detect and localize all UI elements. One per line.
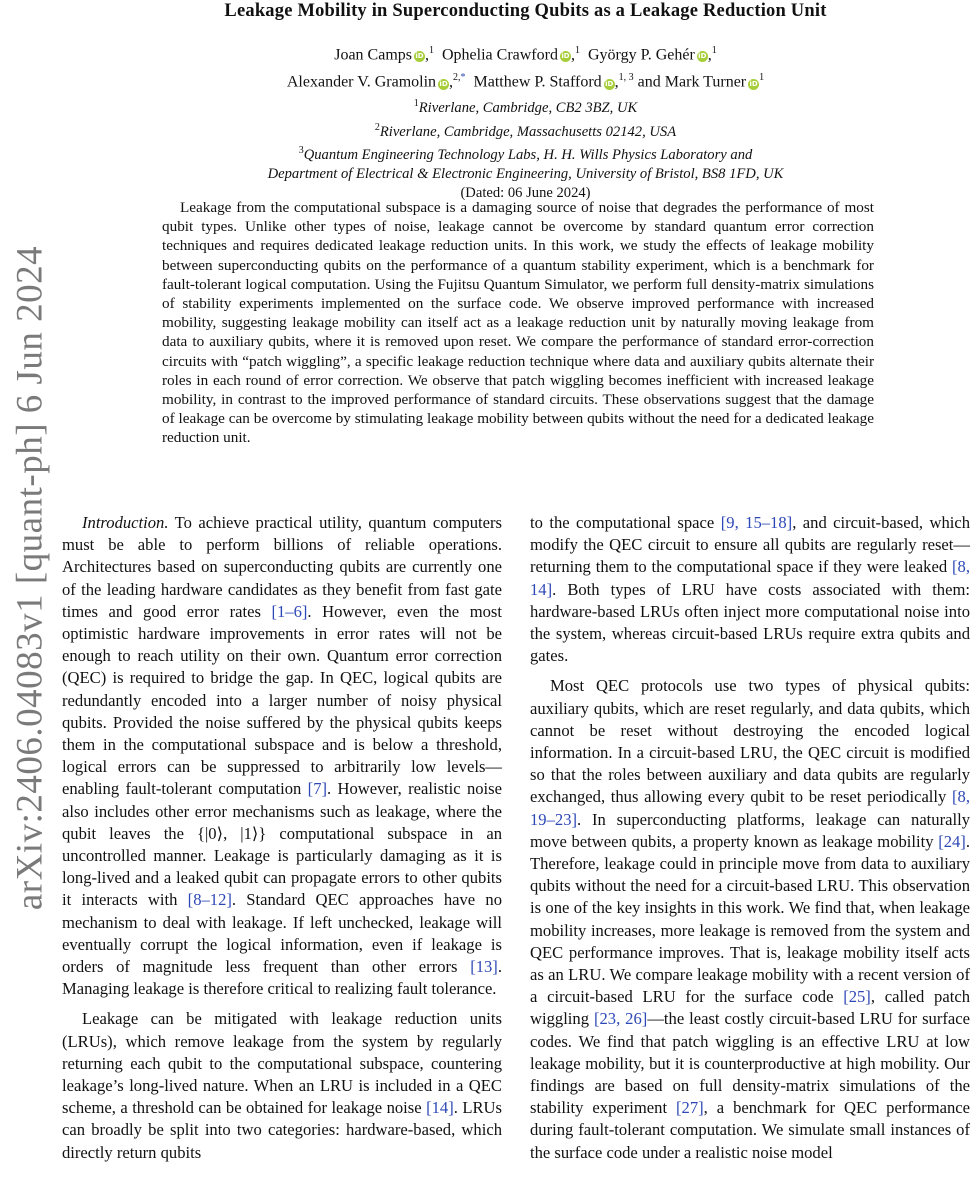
body-text: —the least costly circuit-based LRU for surface codes. We find that patch wiggling is an effective LRU at low leakage mobility, but it is counterproductive at high mobility. Our findings are based on full density-matrix simulations of the stability experiment [530, 1009, 971, 1118]
paragraph [62, 512, 502, 1000]
affiliation [80, 141, 971, 165]
abstract: Leakage from the computational subspace is a damaging source of noise that degrades the performance of most qubit types. Unlike other types of noise, leakage cannot be overcome by standard quantum error correction techniques and requires dedicated leakage reduction units. In this work, we study the effects of leakage mobility between superconducting qubits on the performance of a quantum stability experiment, which is a benchmark for fault-tolerant logical computation. Using the Fujitsu Quantum Simulator, we perform full density-matrix simulations of stability experiments implemented on the surface code. We observe improved performance with increased mobility, suggesting leakage mobility can itself act as a leakage reduction unit by naturally moving leakage from data to auxiliary qubits, where it is removed upon reset. We compare the performance of standard error-correction circuits with “patch wiggling”, a specific leakage reduction technique where data and auxiliary qubits alternate their roles in each round of error correction. We observe that patch wiggling becomes inefficient with increased leakage mobility, in contrast to the improved performance of standard circuits. These observations suggest that the damage of leakage can be overcome by stimulating leakage mobility between qubits without the need for a dedicated leakage reduction unit. [162, 199, 874, 447]
citation-link[interactable]: [24] [938, 831, 966, 851]
orcid-icon[interactable]: iD [415, 52, 424, 61]
orcid-icon[interactable]: iD [749, 79, 758, 88]
paper-title: Leakage Mobility in Superconducting Qubits as a Leakage Reduction Unit [224, 1, 827, 21]
author-name: Matthew P. Stafford [473, 73, 602, 91]
author-list: Joan Camps iD,$^1$ Ophelia Crawford iD,$^1$ György P. Gehér iD,$^1$ Alexander V. Gramolin iD,$^{2,*}$ Matthew P. Stafford iD,$^{1, 3}$ and Mark Turner $iD^1$ [286, 45, 765, 91]
section-heading: Introduction. [82, 513, 169, 532]
body-text: . Managing leakage is therefore critical to realizing fault tolerance. [62, 957, 502, 999]
citation-link[interactable]: [1–6] [271, 601, 308, 621]
right-column [530, 512, 970, 1172]
author-name: Alexander V. Gramolin [286, 73, 437, 91]
citation-link[interactable]: [25] [843, 987, 871, 1007]
author-and: and [637, 73, 661, 91]
orcid-icon[interactable]: iD [561, 52, 570, 61]
author-name: Joan Camps [334, 46, 412, 64]
body-text: Leakage can be mitigated with leakage reduction units (LRUs), which remove leakage from the system by regularly returning each qubit to the computational subspace, countering leakage’s long-lived nature. When an LRU is included in a QEC scheme, a threshold can be obtained for leakage noise [62, 1009, 502, 1118]
orcid-icon[interactable]: iD [698, 52, 707, 61]
citation-link[interactable]: [14] [426, 1098, 454, 1118]
author-affiliation-mark: 1 [711, 45, 717, 56]
date-line: (Dated: 06 June 2024) [460, 185, 591, 202]
body-text: . In superconducting platforms, leakage can naturally move between qubits, a property known as leakage mobility [530, 809, 970, 851]
affiliation [80, 94, 971, 118]
paper-header [80, 0, 971, 203]
affiliation-mark: 3 [298, 145, 304, 157]
author-affiliation-mark: 1 [574, 45, 580, 56]
affiliation [80, 118, 971, 142]
body-text: . Both types of LRU have costs associated with them: hardware-based LRUs often inject more computational noise into the system, whereas circuit-based LRUs require extra qubits and gates. [530, 579, 970, 666]
citation-link[interactable]: [13] [470, 957, 498, 977]
body-text: to the computational space [530, 513, 715, 532]
author-affiliation-mark: 1, 3 [618, 72, 634, 84]
affiliation-text: Quantum Engineering Technology Labs, H. H. Wills Physics Laboratory and [303, 147, 753, 164]
arxiv-sidebar [2, 0, 58, 1200]
corresponding-author-link[interactable]: * [460, 72, 466, 84]
body-text: To achieve practical utility, quantum computers must be able to perform billions of reliable operations. Architectures based on superconducting qubits are currently one of the leading hardware candidates as they benefit from fast gate times and good error rates [62, 513, 502, 621]
citation-link[interactable]: [8, 19–23] [530, 787, 970, 829]
body-text: . However, realistic noise also includes other error mechanisms such as leakage, where the qubit leaves the {|0⟩, |1⟩} computational subspace in an uncontrolled manner. Leakage is particularly damaging as it is long-lived and a leaked qubit can propagate errors to other qubits it interacts with [62, 779, 502, 910]
author-affiliation-mark: 2, [453, 72, 461, 84]
citation-link[interactable]: [8–12] [187, 890, 232, 910]
orcid-icon[interactable]: iD [439, 79, 448, 88]
orcid-icon[interactable]: iD [605, 79, 614, 88]
author-name: György P. Gehér [587, 46, 695, 64]
citation-link[interactable]: [7] [307, 779, 328, 799]
body-text: . LRUs can broadly be split into two categories: hardware-based, which directly return qubits [62, 1098, 502, 1162]
paragraph [530, 675, 970, 1163]
citation-link[interactable]: [9, 15–18] [720, 513, 793, 532]
affiliation-text: Riverlane, Cambridge, CB2 3BZ, UK [418, 99, 638, 116]
affiliation-continued: Department of Electrical & Electronic Engineering, University of Bristol, BS8 1FD, UK [267, 166, 784, 183]
arxiv-identifier: arXiv:2406.04083v1 [quant-ph] 6 Jun 2024 [9, 245, 51, 911]
citation-link[interactable]: [27] [676, 1098, 704, 1118]
body-text: , called patch wiggling [530, 987, 970, 1029]
body-text: , a benchmark for QEC performance during fault-tolerant computation. We simulate small instances of the surface code under a realistic noise model [530, 1098, 970, 1162]
author-name: Mark Turner [664, 73, 747, 91]
left-column [62, 512, 502, 1172]
author-affiliation-mark: 1 [759, 72, 765, 84]
author-affiliation-mark: 1 [429, 45, 434, 56]
affiliation-mark: 1 [413, 97, 419, 109]
paragraph [62, 1008, 502, 1163]
body-text: . However, even the most optimistic hardware improvements in error rates will not be enough to reach utility on their own. Quantum error correction (QEC) is required to bridge the gap. In QEC, logical qubits are redundantly encoded into a larger number of noisy physical qubits. Provided the noise suffered by the physical qubits keeps them in the computational subspace and is below a threshold, logical errors can be suppressed to arbitrarily low levels—enabling fault-tolerant computation [62, 601, 502, 799]
citation-link[interactable]: [23, 26] [593, 1009, 648, 1029]
body-text: , and circuit-based, which modify the QEC circuit to ensure all qubits are regularly reset—returning them to the computational space if they were leaked [530, 513, 971, 577]
body-text: . Standard QEC approaches have no mechanism to deal with leakage. If left unchecked, leakage will eventually corrupt the logical information, even if leakage is orders of magnitude less frequent than other errors [62, 890, 502, 977]
affiliation-text: Riverlane, Cambridge, Massachusetts 02142, USA [379, 123, 677, 140]
body-text: Most QEC protocols use two types of physical qubits: auxiliary qubits, which are reset regularly, and data qubits, which cannot be reset without destroying the encoded logical information. In a circuit-based LRU, the QEC circuit is modified so that the roles between auxiliary and data qubits are regularly exchanged, thus allowing every qubit to be reset periodically [530, 676, 970, 807]
citation-link[interactable]: [8, 14] [530, 557, 970, 599]
affiliation-mark: 2 [374, 121, 380, 133]
author-name: Ophelia Crawford [442, 46, 558, 64]
paragraph [530, 512, 970, 667]
body-text: . Therefore, leakage could in principle move from data to auxiliary qubits without the need for a circuit-based LRU. This observation is one of the key insights in this work. We find that, when leakage mobility increases, more leakage is removed from the system and QEC performance improves. That is, leakage mobility itself acts as an LRU. We compare leakage mobility with a recent version of a circuit-based LRU for the surface code [530, 831, 970, 1007]
